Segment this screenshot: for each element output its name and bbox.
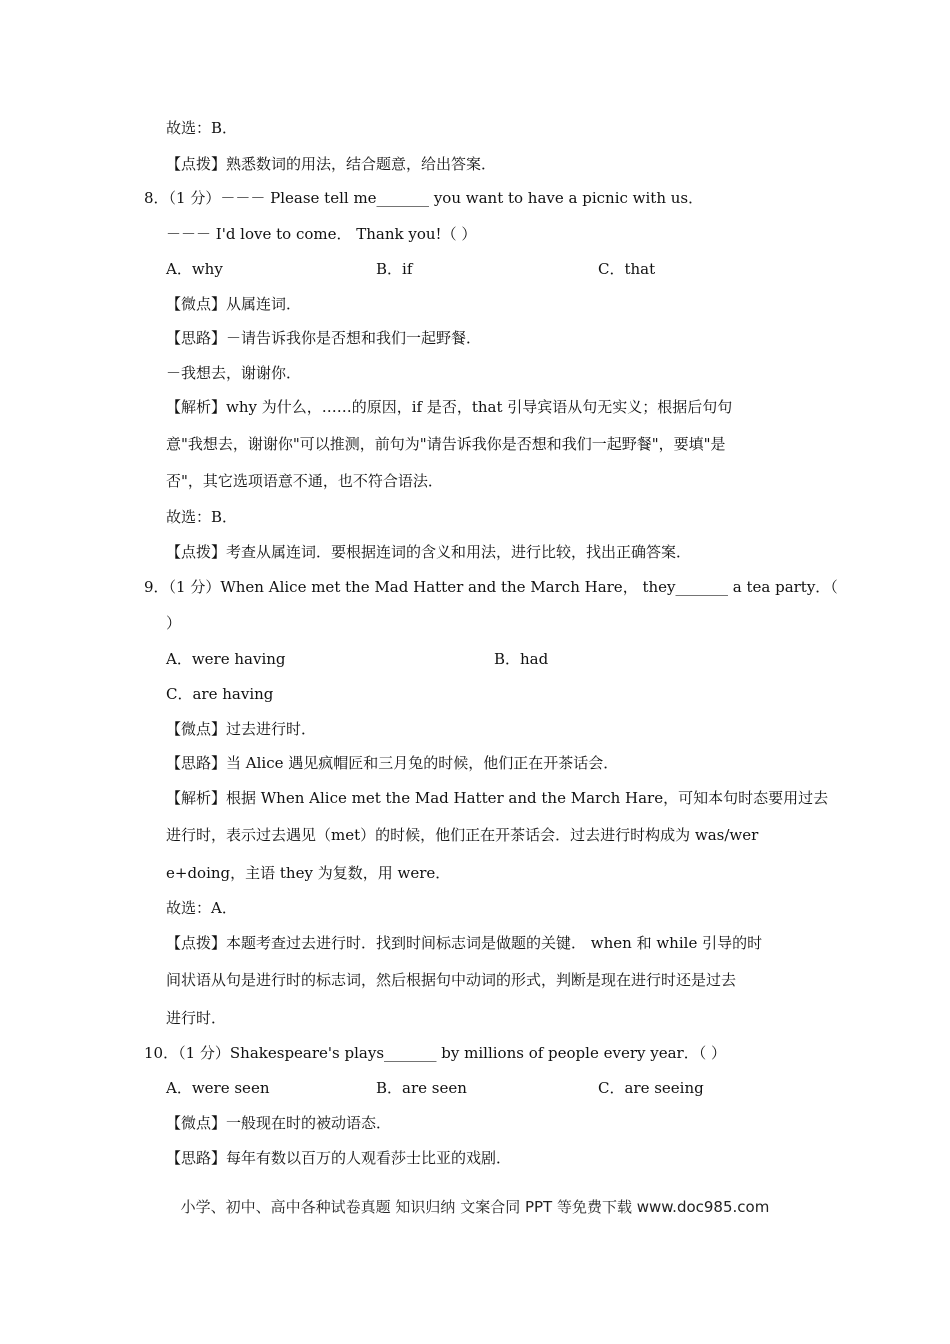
- text-line: 【微点】一般现在时的被动语态．: [166, 1114, 392, 1132]
- text-line: 故选：A．: [166, 899, 237, 917]
- text-line: 【解析】根据 When Alice met the Mad Hatter and the March Hare，可知本句时态要用过去: [166, 789, 829, 807]
- text-line: 【思路】－请告诉我你是否想和我们一起野餐．: [166, 329, 482, 347]
- option-c: C．that: [598, 260, 656, 278]
- text-line: 【微点】从属连词．: [166, 295, 302, 313]
- text-line: 【微点】过去进行时．: [166, 720, 317, 738]
- question-10: 10．（1 分）Shakespeare's plays_______ by millions of people every year．（ ）: [144, 1044, 726, 1062]
- text-line: 【解析】why 为什么，……的原因，if 是否，that 引导宾语从句无实义；根据后句句: [166, 398, 733, 416]
- question-8: 8．（1 分）－－－ Please tell me_______ you want to have a picnic with us．: [144, 189, 704, 207]
- option-b: B．are seen: [376, 1079, 467, 1097]
- text-line: 否"，其它选项语意不通，也不符合语法．: [166, 472, 443, 490]
- text-line: ）: [166, 614, 182, 632]
- question-9: 9．（1 分）When Alice met the Mad Hatter and the March Hare， they_______ a tea party．（: [144, 578, 838, 596]
- text-line: －我想去，谢谢你．: [166, 364, 302, 382]
- page-footer: 小学、初中、高中各种试卷真题 知识归纳 文案合同 PPT 等免费下载 www.doc985.com: [180, 1198, 770, 1216]
- option-a: A．were seen: [166, 1079, 270, 1097]
- text-line: 【点拨】熟悉数词的用法，结合题意，给出答案．: [166, 155, 497, 173]
- text-line: 【点拨】考查从属连词．要根据连词的含义和用法，进行比较，找出正确答案．: [166, 543, 692, 561]
- text-line: 故选：B．: [166, 119, 238, 137]
- text-line: 间状语从句是进行时的标志词，然后根据句中动词的形式，判断是现在进行时还是过去: [166, 971, 737, 989]
- text-line: 进行时，表示过去遇见（met）的时候，他们正在开茶话会．过去进行时构成为 was/wer: [166, 826, 759, 844]
- option-c: C．are having: [166, 685, 274, 703]
- option-a: A．were having: [166, 650, 286, 668]
- option-b: B．if: [376, 260, 413, 278]
- option-b: B．had: [494, 650, 549, 668]
- text-line: 【思路】当 Alice 遇见疯帽匠和三月兔的时候，他们正在开茶话会．: [166, 754, 619, 772]
- option-a: A．why: [166, 260, 223, 278]
- text-line: 【思路】每年有数以百万的人观看莎士比亚的戏剧．: [166, 1149, 512, 1167]
- text-line: e+doing，主语 they 为复数，用 were．: [166, 864, 451, 882]
- text-line: －－－ I'd love to come． Thank you!（ ）: [166, 225, 477, 243]
- text-line: 【点拨】本题考查过去进行时．找到时间标志词是做题的关键． when 和 while 引导的时: [166, 934, 763, 952]
- text-line: 意"我想去，谢谢你"可以推测，前句为"请告诉我你是否想和我们一起野餐"，要填"是: [166, 435, 726, 453]
- text-line: 故选：B．: [166, 508, 238, 526]
- text-line: 进行时．: [166, 1009, 227, 1027]
- option-c: C．are seeing: [598, 1079, 704, 1097]
